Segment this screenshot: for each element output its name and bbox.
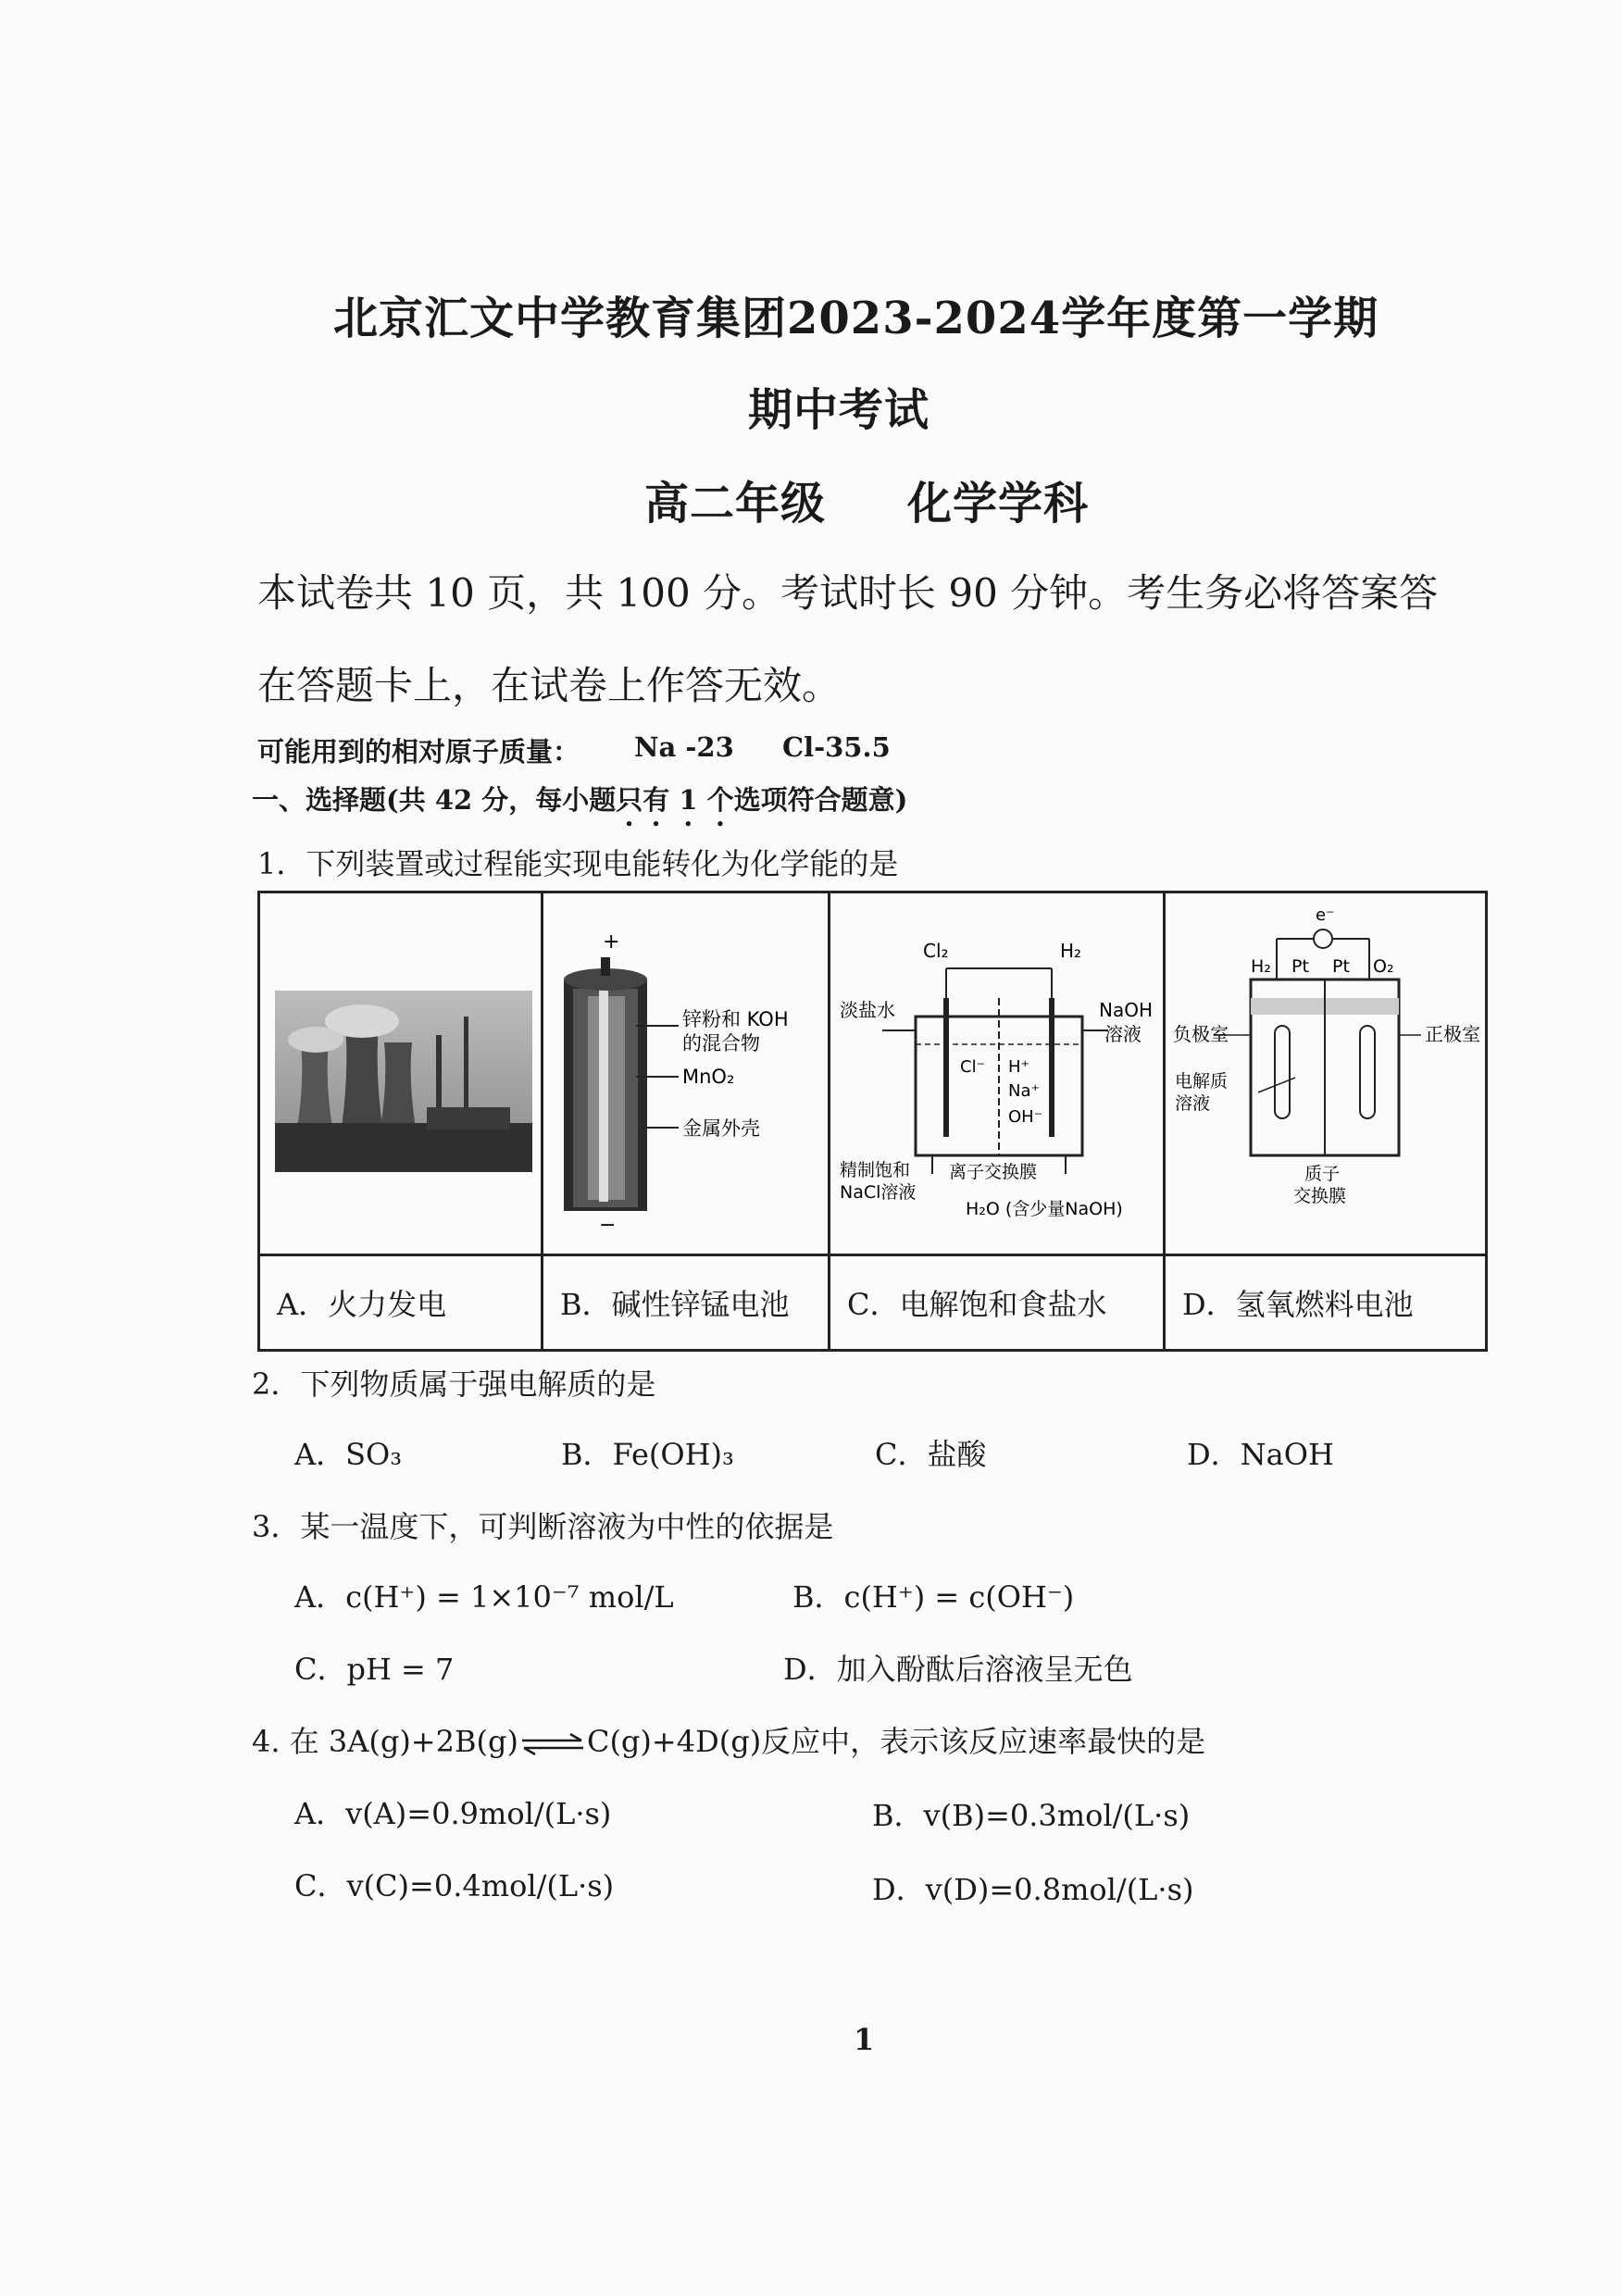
intro-line-2: 在答题卡上，在试卷上作答无效。 <box>257 663 842 708</box>
electrolysis-cell <box>830 892 1165 1255</box>
section-heading-emphasis: 只有 1 个 <box>616 784 734 816</box>
q3-option-a: A．c(H⁺) = 1×10⁻⁷ mol/L <box>294 1579 674 1615</box>
q1-option-b: B．碱性锌锰电池 <box>543 1255 830 1351</box>
brine-electrolysis-diagram <box>830 896 1160 1248</box>
q2-option-c: C．盐酸 <box>875 1437 987 1472</box>
battery-mno2-label: MnO₂ <box>682 1065 735 1088</box>
electrolysis-membrane-label: 离子交换膜 <box>949 1161 1038 1182</box>
q4-option-c: C．v(C)=0.4mol/(L·s) <box>294 1868 615 1903</box>
electrolysis-naoh-label-1: NaOH <box>1099 998 1153 1021</box>
q3-option-c: C．pH = 7 <box>294 1652 455 1687</box>
q2-option-a: A．SO₃ <box>294 1437 403 1472</box>
atomic-mass-cl: Cl-35.5 <box>782 731 891 763</box>
question-4-stem-part-b: C(g)+4D(g)反应中，表示该反应速率最快的是 <box>586 1724 1206 1759</box>
zinc-manganese-battery-cell <box>543 892 830 1255</box>
page-number: 1 <box>854 2022 875 2057</box>
fuel-cell-membrane-label-2: 交换膜 <box>1293 1185 1347 1206</box>
electrolysis-saturated-label-2: NaCl溶液 <box>840 1181 917 1203</box>
q2-option-b: B．Fe(OH)₃ <box>561 1437 734 1472</box>
question-4-stem-part-a: 4. 在 3A(g)+2B(g) <box>252 1724 518 1759</box>
equilibrium-arrows-icon <box>520 1732 585 1756</box>
fuel-cell-cell <box>1165 892 1487 1255</box>
section-heading-part-a: 一、选择题(共 42 分，每小题 <box>252 784 617 816</box>
electrolysis-brine-label: 淡盐水 <box>840 998 895 1021</box>
intro-line-1: 本试卷共 10 页，共 100 分。考试时长 90 分钟。考生务必将答案答 <box>257 570 1439 616</box>
fuel-cell-h2-label: H₂ <box>1251 955 1271 977</box>
electrolysis-cl2-label: Cl₂ <box>923 939 949 962</box>
q1-option-c: C．电解饱和食盐水 <box>830 1255 1165 1351</box>
battery-minus-label: − <box>599 1213 617 1237</box>
fuel-cell-o2-label: O₂ <box>1373 955 1394 977</box>
question-2-stem: 2．下列物质属于强电解质的是 <box>252 1366 656 1402</box>
question-4-stem <box>252 1718 1205 1761</box>
grade-label: 高二年级 <box>644 478 827 530</box>
fuel-cell-electrolyte-label-2: 溶液 <box>1175 1092 1211 1114</box>
power-plant-image-cell <box>259 892 543 1255</box>
electrolysis-h2-label: H₂ <box>1060 939 1082 962</box>
fuel-cell-pt-left: Pt <box>1291 955 1309 977</box>
fuel-cell-anode-chamber-label: 负极室 <box>1173 1022 1229 1045</box>
q1-option-d: D．氢氧燃料电池 <box>1165 1255 1487 1351</box>
section-heading <box>252 780 907 832</box>
q1-option-a: A．火力发电 <box>259 1255 543 1351</box>
electrolysis-na-ion: Na⁺ <box>1008 1080 1040 1101</box>
q3-option-d: D．加入酚酞后溶液呈无色 <box>783 1652 1133 1687</box>
q4-option-b: B．v(B)=0.3mol/(L·s) <box>872 1798 1191 1833</box>
fuel-cell-cathode-chamber-label: 正极室 <box>1425 1022 1480 1045</box>
fuel-cell-electron-label: e⁻ <box>1316 905 1335 925</box>
question-1-table <box>257 891 1488 1352</box>
section-heading-part-b: 选项符合题意) <box>733 784 908 816</box>
battery-zinc-label-1: 锌粉和 KOH <box>682 1007 789 1030</box>
atomic-mass-na: Na -23 <box>634 731 734 763</box>
battery-zinc-label-2: 的混合物 <box>682 1031 760 1054</box>
q3-option-b: B．c(H⁺) = c(OH⁻) <box>792 1579 1075 1615</box>
question-3-stem: 3．某一温度下，可判断溶液为中性的依据是 <box>252 1509 834 1544</box>
zinc-manganese-battery-diagram <box>543 896 827 1248</box>
fuel-cell-electrolyte-label-1: 电解质 <box>1175 1070 1229 1092</box>
hydrogen-oxygen-fuel-cell-diagram <box>1166 896 1482 1248</box>
electrolysis-saturated-label-1: 精制饱和 <box>840 1159 911 1180</box>
subject-label: 化学学科 <box>907 478 1090 530</box>
power-plant-image <box>260 896 538 1248</box>
q2-option-d: D．NaOH <box>1187 1437 1334 1472</box>
battery-plus-label: + <box>603 930 620 954</box>
electrolysis-cl-ion: Cl⁻ <box>960 1056 986 1077</box>
battery-shell-label: 金属外壳 <box>682 1117 760 1140</box>
electrolysis-oh-ion: OH⁻ <box>1008 1106 1043 1127</box>
q4-option-d: D．v(D)=0.8mol/(L·s) <box>872 1872 1194 1907</box>
electrolysis-naoh-label-2: 溶液 <box>1104 1022 1142 1045</box>
fuel-cell-membrane-label-1: 质子 <box>1304 1163 1341 1184</box>
question-1-stem: 1．下列装置或过程能实现电能转化为化学能的是 <box>257 846 899 881</box>
exam-subtitle: 期中考试 <box>748 384 930 436</box>
fuel-cell-pt-right: Pt <box>1332 955 1350 977</box>
exam-title: 北京汇文中学教育集团2023-2024学年度第一学期 <box>333 293 1379 344</box>
atomic-mass-label: 可能用到的相对原子质量： <box>257 736 580 767</box>
electrolysis-water-label: H₂O (含少量NaOH) <box>966 1198 1123 1219</box>
electrolysis-h-ion: H⁺ <box>1008 1056 1030 1077</box>
q4-option-a: A．v(A)=0.9mol/(L·s) <box>294 1796 612 1831</box>
